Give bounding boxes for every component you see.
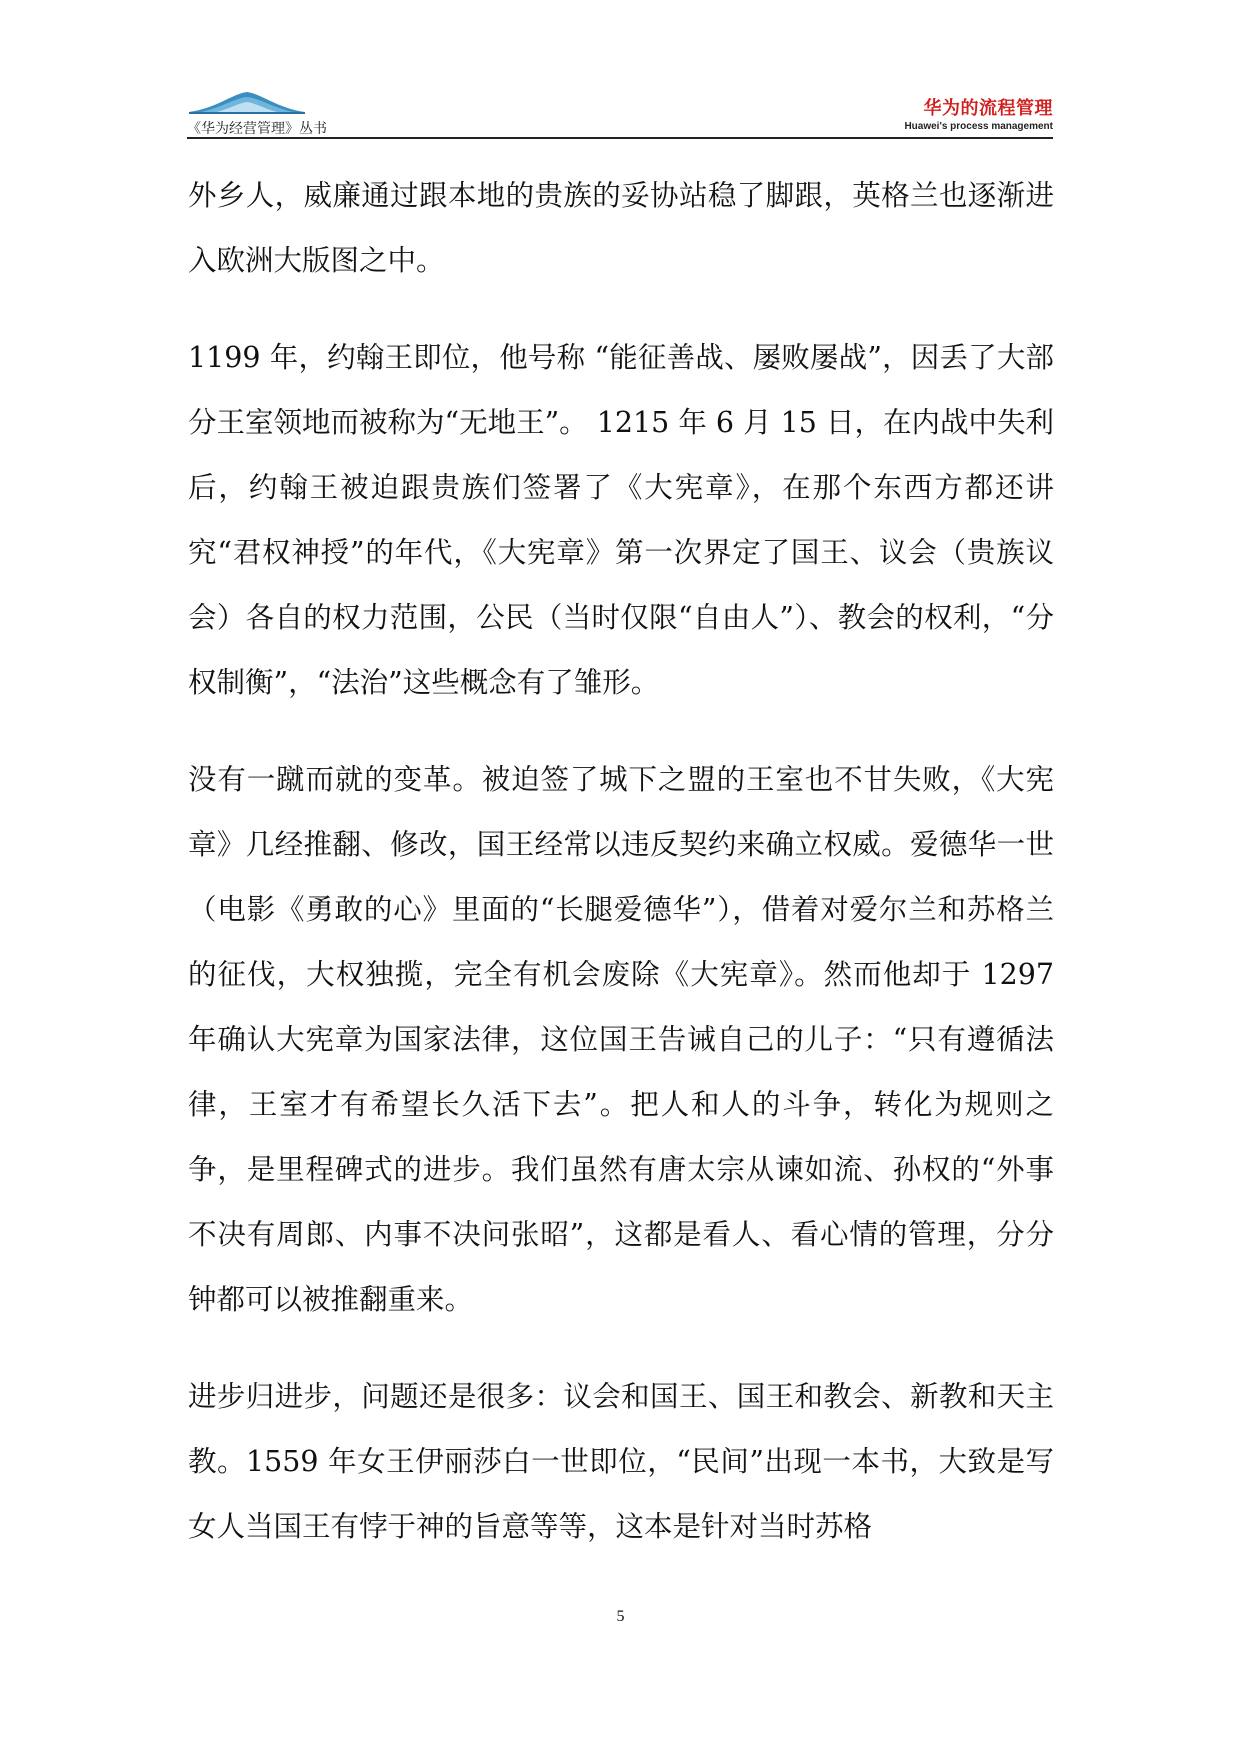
series-title: 《华为经营管理》丛书 [187, 121, 327, 137]
brand-block [904, 99, 1053, 133]
mountain-logo-icon [187, 88, 307, 114]
page-number: 5 [616, 1608, 625, 1625]
paragraph: 1199 年，约翰王即位，他号称 “能征善战、屡败屡战”，因丢了大部分王室领地而被称为“无地王”。 1215 年 6 月 15 日，在内战中失利后，约翰王被迫跟贵族们签署了《大宪章》，在那个东西方都还讲究“君权神授”的年代，《大宪章》第一次界定了国王、议会（贵族议会）各自的权力范围，公民（当时仅限“自由人”）、教会的权利，“分权制衡”，“法治”这些概念有了雏形。 [188, 341, 1054, 699]
paragraph: 进步归进步，问题还是很多：议会和国王、国王和教会、新教和天主教。1559 年女王伊丽莎白一世即位，“民间”出现一本书，大致是写女人当国王有悖于神的旨意等等，这本是针对当时苏格 [188, 1380, 1054, 1543]
paragraph: 没有一蹴而就的变革。被迫签了城下之盟的王室也不甘失败，《大宪章》几经推翻、修改，国王经常以违反契约来确立权威。爱德华一世（电影《勇敢的心》里面的“长腿爱德华”），借着对爱尔兰和苏格兰的征伐，大权独揽，完全有机会废除《大宪章》。然而他却于 1297 年确认大宪章为国家法律，这位国王告诫自己的儿子：“只有遵循法律，王室才有希望长久活下去”。把人和人的斗争，转化为规则之争，是里程碑式的进步。我们虽然有唐太宗从谏如流、孙权的“外事不决有周郎、内事不决问张昭”，这都是看人、看心情的管理，分分钟都可以被推翻重来。 [188, 763, 1054, 1316]
brand-title-en: Huawei's process management [904, 121, 1053, 132]
brand-title-cn: 华为的流程管理 [923, 98, 1053, 119]
header-divider [187, 137, 1053, 139]
body-text [188, 163, 1054, 1591]
paragraph: 外乡人，威廉通过跟本地的贵族的妥协站稳了脚跟，英格兰也逐渐进入欧洲大版图之中。 [188, 179, 1054, 277]
page-header [187, 88, 1053, 142]
